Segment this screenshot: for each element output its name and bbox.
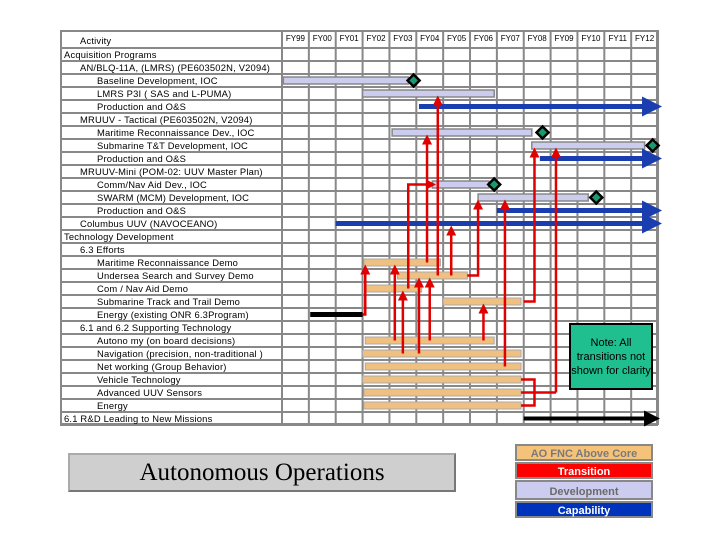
activity-label: Autono my (on board decisions) (97, 335, 236, 346)
ao-fnc-bar (364, 259, 441, 266)
activity-label: Columbus UUV (NAVOCEANO) (80, 218, 218, 229)
development-bar (392, 129, 532, 136)
ao-fnc-bar (363, 350, 521, 357)
header-year: FY04 (420, 34, 440, 43)
activity-label: 6.1 and 6.2 Supporting Technology (80, 322, 232, 333)
activity-label: AN/BLQ-11A, (LMRS) (PE603502N, V2094) (80, 62, 271, 73)
header-year: FY06 (473, 34, 493, 43)
activity-label: Com / Nav Aid Demo (97, 283, 189, 294)
ao-fnc-bar (364, 402, 521, 409)
header-year: FY11 (608, 34, 627, 43)
development-bar (532, 142, 645, 149)
note-text: Note: All transitions not shown for clarity (571, 336, 651, 377)
activity-label: Acquisition Programs (64, 49, 157, 60)
activity-label: Submarine Track and Trail Demo (97, 296, 241, 307)
activity-label: Production and O&S (97, 101, 187, 112)
header-year: FY00 (312, 34, 332, 43)
header-year: FY12 (635, 34, 655, 43)
development-bar (478, 194, 588, 201)
activity-label: Submarine T&T Development, IOC (97, 140, 249, 151)
milestone-diamond-icon (590, 192, 602, 204)
header-year: FY08 (527, 34, 547, 43)
activity-label: Undersea Search and Survey Demo (97, 270, 254, 281)
header-year: FY02 (366, 34, 386, 43)
ao-fnc-bar (365, 285, 421, 292)
activity-label: Net working (Group Behavior) (97, 361, 227, 372)
milestone-diamond-icon (647, 140, 659, 152)
activity-label: Baseline Development, IOC (97, 75, 218, 86)
activity-label: 6.1 R&D Leading to New Missions (64, 413, 213, 424)
header-year: FY99 (285, 34, 305, 43)
activity-label: LMRS P3I ( SAS and L-PUMA) (97, 88, 232, 99)
header-year: FY01 (339, 34, 359, 43)
activity-label: Navigation (precision, non-traditional ) (97, 348, 263, 359)
activity-label: Comm/Nav Aid Dev., IOC (97, 179, 207, 190)
activity-label: MRUUV - Tactical (PE603502N, V2094) (80, 114, 253, 125)
ao-fnc-bar (363, 376, 521, 383)
activity-label: Advanced UUV Sensors (97, 387, 203, 398)
milestone-diamond-icon (488, 179, 500, 191)
header-year: FY05 (447, 34, 467, 43)
transition-arrow (524, 153, 535, 302)
header-year: FY09 (554, 34, 574, 43)
title-box (68, 453, 456, 492)
activity-label: Production and O&S (97, 153, 187, 164)
activity-label: Vehicle Technology (97, 374, 181, 385)
development-bar (283, 77, 408, 84)
header-year: FY07 (500, 34, 520, 43)
legend-ao-fnc: AO FNC Above Core (515, 444, 653, 461)
header-year: FY03 (393, 34, 413, 43)
legend-capability: Capability (515, 501, 653, 518)
legend-transition: Transition (515, 462, 653, 479)
activity-label: MRUUV-Mini (POM-02: UUV Master Plan) (80, 166, 263, 177)
development-bar (432, 181, 488, 188)
activity-label: Technology Development (64, 231, 174, 242)
activity-label: 6.3 Efforts (80, 244, 125, 255)
activity-label: Maritime Reconnaissance Dev., IOC (97, 127, 255, 138)
header-activity: Activity (80, 35, 112, 46)
note-box (569, 323, 653, 390)
header-year: FY10 (581, 34, 601, 43)
activity-label: Energy (existing ONR 6.3Program) (97, 309, 249, 320)
title: Autonomous Operations (139, 458, 385, 486)
activity-label: Maritime Reconnaissance Demo (97, 257, 239, 268)
milestone-diamond-icon (408, 75, 420, 87)
milestone-diamond-icon (537, 127, 549, 139)
activity-label: SWARM (MCM) Development, IOC (97, 192, 250, 203)
ao-fnc-bar (364, 389, 521, 396)
activity-label: Energy (97, 400, 128, 411)
activity-label: Production and O&S (97, 205, 187, 216)
legend-development: Development (515, 480, 653, 500)
transition-arrow (467, 205, 478, 276)
ao-fnc-bar (365, 363, 521, 370)
development-bar (363, 90, 495, 97)
ao-fnc-bar (443, 298, 521, 305)
